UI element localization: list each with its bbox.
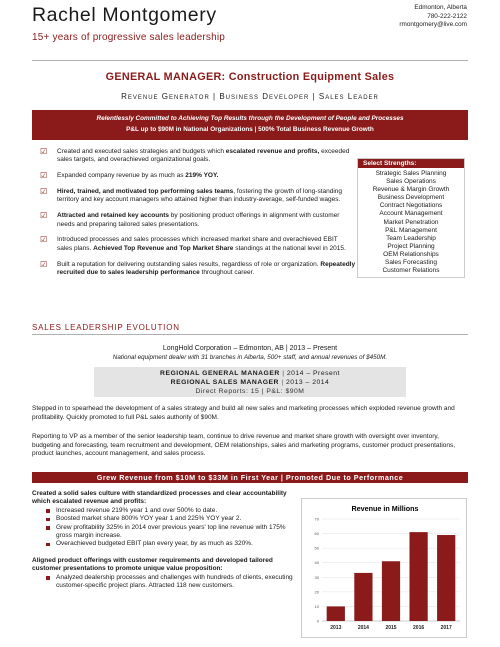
company-line: LongHold Corporation – Edmonton, AB | 2013 – Present xyxy=(162,345,338,352)
strength-item: P&L Management xyxy=(385,226,437,234)
strength-item: Customer Relations xyxy=(382,267,440,275)
strength-item: Team Leadership xyxy=(386,234,436,242)
achievement-item: Overachieved budgeted EBIT plan every year, by as much as 320%. xyxy=(46,540,302,548)
direct-reports: Direct Reports: 15 | P&L: $90M xyxy=(195,388,305,395)
achievement-item: Analyzed dealership processes and challenges with hundreds of clients, executing customer-specific project plans. Attracted 118 new customers. xyxy=(46,574,302,591)
achievement-item: Grew profitability 325% in 2014 over previous years' top line revenue with 175% gross margin increase. xyxy=(46,524,302,541)
y-tick-label: 20 xyxy=(314,589,319,595)
chart-title: Revenue in Millions xyxy=(351,504,419,513)
achievement-list-1 xyxy=(32,507,302,549)
header-divider xyxy=(32,60,468,61)
summary-bullet: ☑ Introduced processes and sales processes which increased market share and overachieved EBIT sales plans. Achieved Top Revenue and Top Market Share standings at the national level in 2015. xyxy=(40,235,346,252)
chart-x-labels xyxy=(330,625,452,631)
strength-item: Sales Forecasting xyxy=(384,259,438,267)
revenue-bar-2017 xyxy=(437,535,455,621)
y-tick-label: 0 xyxy=(316,618,319,624)
x-tick-label: 2017 xyxy=(440,625,452,631)
achievement-heading-1: Created a solid sales culture with standardized processes and clear accountability which escalated revenue and profits: xyxy=(32,490,287,506)
square-bullet-icon xyxy=(46,543,50,547)
checkbox-icon: ☑ xyxy=(40,235,48,245)
contact-city: Edmonton, Alberta xyxy=(414,4,467,11)
strength-item: Contract Negotiations xyxy=(379,202,443,210)
revenue-chart-svg xyxy=(302,499,468,639)
achievement-item: Boosted market share 800% YOY year 1 and 225% YOY year 2. xyxy=(46,515,302,523)
strength-item: Strategic Sales Planning xyxy=(375,170,447,177)
chart-y-ticks xyxy=(315,517,320,624)
summary-bullet: ☑ Expanded company revenue by as much as 219% YOY. xyxy=(40,171,219,181)
summary-bullet: ☑ Hired, trained, and motivated top performing sales teams, fostering the growth of long-standing territory and key account managers who attained higher than industry-average, self-funded wages. xyxy=(40,187,343,204)
summary-bullet: ☑ Attracted and retained key accounts by positioning product offerings in alignment with customer needs and preparing tailored sales presentations. xyxy=(40,211,340,228)
strength-item: Account Management xyxy=(379,210,443,218)
y-tick-label: 70 xyxy=(314,516,319,522)
x-tick-label: 2015 xyxy=(385,625,397,631)
checkbox-icon: ☑ xyxy=(40,187,48,197)
summary-bullets xyxy=(40,147,356,285)
strength-item: Revenue & Margin Growth xyxy=(372,186,450,194)
section-heading: SALES LEADERSHIP EVOLUTION xyxy=(32,323,180,332)
resume-subtitle: Revenue Generator | Business Developer | Sales Leader xyxy=(121,92,379,101)
y-tick-label: 10 xyxy=(314,603,319,609)
square-bullet-icon xyxy=(46,509,50,513)
achievement-item: Increased revenue 219% year 1 and over 500% to date. xyxy=(46,507,302,515)
banner-line-2: P&L up to $90M in National Organizations | 500% Total Business Revenue Growth xyxy=(126,126,374,133)
y-tick-label: 40 xyxy=(314,560,319,566)
revenue-bar-2013 xyxy=(327,606,345,621)
x-tick-label: 2016 xyxy=(413,625,425,631)
role-paragraph-1: Stepped in to spearhead the development of a sales strategy and build all new sales and marketing processes which exploded revenue growth and profitability. Quickly promoted to full P&L sales authority of $90M. xyxy=(32,405,455,421)
square-bullet-icon xyxy=(46,518,50,522)
section-divider xyxy=(32,334,468,335)
chart-bars xyxy=(327,532,456,621)
strength-item: OEM Relationships xyxy=(383,250,439,258)
y-tick-label: 60 xyxy=(314,531,319,537)
contact-email[interactable]: rmontgomery@live.com xyxy=(399,21,467,29)
resume-title: GENERAL MANAGER: Construction Equipment Sales xyxy=(105,71,395,83)
strengths-heading: Select Strengths: xyxy=(358,159,464,168)
strength-item: Business Development xyxy=(377,194,445,202)
banner-line-1: Relentlessly Committed to Achieving Top Results through the Development of People and Processes xyxy=(96,115,404,122)
strength-item: Market Penetration xyxy=(383,218,439,226)
strengths-box xyxy=(357,158,465,278)
y-tick-label: 30 xyxy=(314,574,319,580)
value-banner xyxy=(32,110,468,140)
role-box xyxy=(94,367,406,397)
achievements xyxy=(32,490,302,590)
achievement-list-2 xyxy=(32,574,302,591)
summary-bullet: ☑ Built a reputation for delivering outstanding sales results, regardless of role or organization. Repeatedly recruited due to sales leadership performance throughout career. xyxy=(40,259,356,276)
role-2: REGIONAL SALES MANAGER | 2013 – 2014 xyxy=(170,379,330,386)
square-bullet-icon xyxy=(46,576,50,580)
checkbox-icon: ☑ xyxy=(40,171,48,181)
revenue-chart xyxy=(301,498,467,638)
contact-block xyxy=(399,4,467,30)
square-bullet-icon xyxy=(46,526,50,530)
checkbox-icon: ☑ xyxy=(40,259,48,269)
revenue-bar-2016 xyxy=(409,532,427,621)
strength-item: Project Planning xyxy=(387,242,435,250)
y-tick-label: 50 xyxy=(314,545,319,551)
revenue-bar-2015 xyxy=(382,561,400,621)
strength-item: Sales Operations xyxy=(386,178,436,186)
strengths-list xyxy=(358,168,464,277)
checkbox-icon: ☑ xyxy=(40,211,48,221)
checkbox-icon: ☑ xyxy=(40,147,48,156)
x-tick-label: 2013 xyxy=(330,625,342,631)
candidate-name: Rachel Montgomery xyxy=(32,4,217,26)
tagline: 15+ years of progressive sales leadership xyxy=(32,32,226,43)
revenue-bar-2014 xyxy=(354,573,372,621)
role-1: REGIONAL GENERAL MANAGER | 2014 – Present xyxy=(160,370,340,377)
growth-banner: Grew Revenue from $10M to $33M in First Year | Promoted Due to Performance xyxy=(32,472,468,483)
role-paragraph-2: Reporting to VP as a member of the senior leadership team, continue to drive revenue and market share growth with oversight over inventory, budgeting and forecasting, team recruitment and development, OEM relationships, sales and marketing programs, customer product presentations, product launches, account management, and sales process. xyxy=(32,433,456,457)
contact-phone: 780-222-2122 xyxy=(427,12,467,20)
x-tick-label: 2014 xyxy=(357,625,369,631)
company-description: National equipment dealer with 31 branches in Alberta, 500+ staff, and annual revenues of $450M. xyxy=(112,354,388,361)
summary-bullet: ☑ Created and executed sales strategies and budgets which escalated revenue and profits, exceeded sales targets, and overachieved organizational goals. xyxy=(40,147,350,164)
achievement-heading-2: Aligned product offerings with customer requirements and developed tailored customer presentations to promote unique value proposition: xyxy=(32,556,273,573)
